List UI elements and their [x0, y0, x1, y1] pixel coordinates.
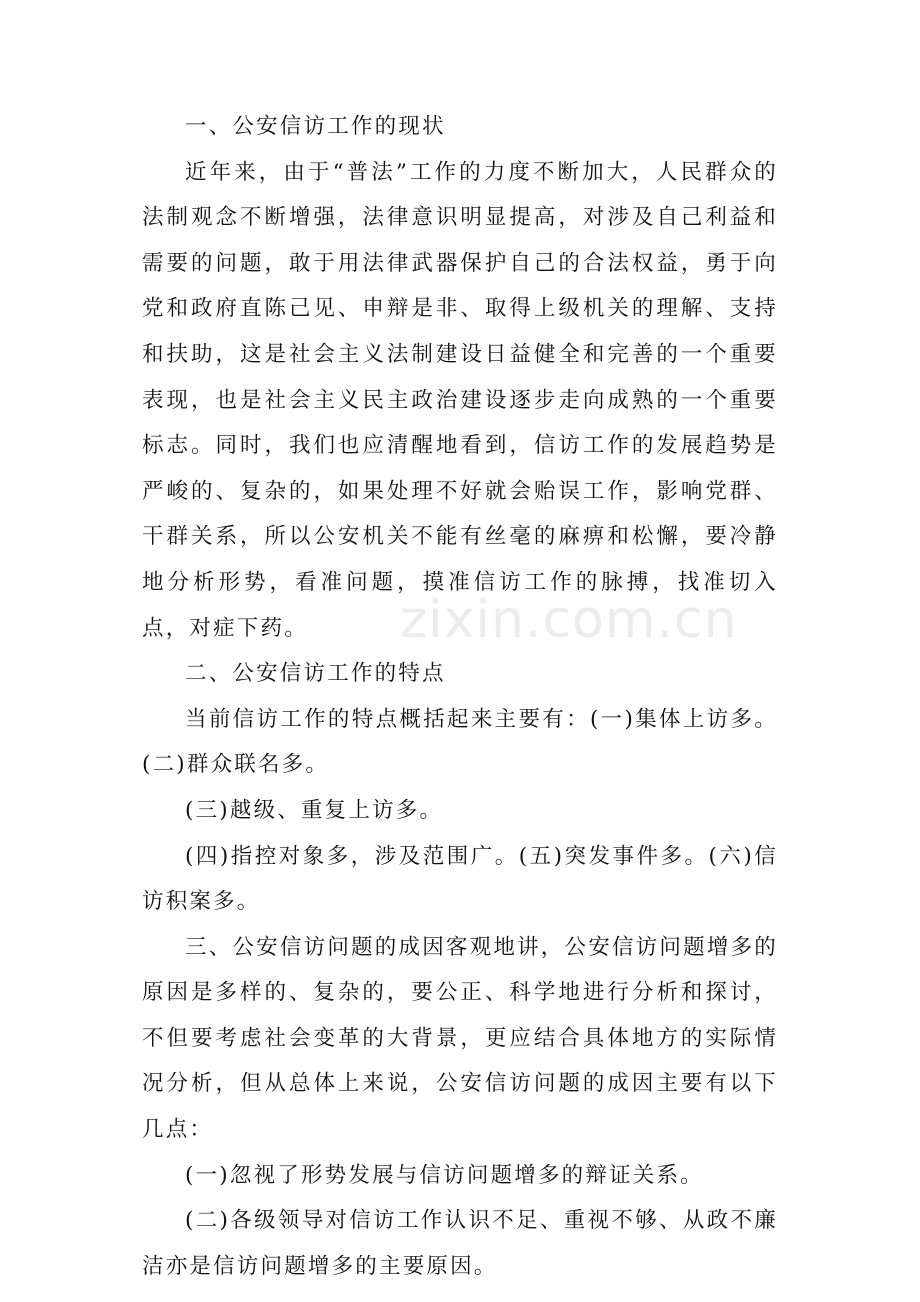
body-paragraph: (四)指控对象多，涉及范围广。(五)突发事件多。(六)信访积案多。: [142, 843, 778, 915]
body-paragraph: (一)忽视了形势发展与信访问题增多的辩证关系。: [185, 1162, 704, 1188]
body-paragraph: (三)越级、重复上访多。: [185, 797, 444, 823]
section-heading-1: 一、公安信访工作的现状: [185, 114, 446, 139]
body-paragraph: 当前信访工作的特点概括起来主要有：(一)集体上访多。(二)群众联名多。: [142, 706, 778, 778]
section-heading-2: 二、公安信访工作的特点: [185, 661, 446, 687]
body-paragraph: 近年来，由于“普法”工作的力度不断加大，人民群众的法制观念不断增强，法律意识明显提高，对涉及自己利益和需要的问题，敢于用法律武器保护自己的合法权益，勇于向党和政府直陈己见、申辩是非、取得上级机关的理解、支持和扶助，这是社会主义法制建设日益健全和完善的一个重要表现，也是社会主义民主政治建设逐步走向成熟的一个重要标志。同时，我们也应清醒地看到，信访工作的发展趋势是严峻的、复杂的，如果处理不好就会贻误工作，影响党群、干群关系，所以公安机关不能有丝毫的麻痹和松懈，要冷静地分析形势，看准问题，摸准信访工作的脉搏，找准切入点，对症下药。: [142, 159, 778, 641]
body-paragraph: (二)各级领导对信访工作认识不足、重视不够、从政不廉洁亦是信访问题增多的主要原因。: [142, 1208, 778, 1279]
document-body: [142, 104, 778, 1289]
section-heading-3: 三、公安信访问题的成因客观地讲，公安信访问题增多的原因是多样的、复杂的，要公正、科学地进行分析和探讨，不但要考虑社会变革的大背景，更应结合具体地方的实际情况分析，但从总体上来说，公安信访问题的成因主要有以下几点：: [142, 934, 778, 1143]
watermark: zixin.com.cn: [400, 590, 738, 650]
